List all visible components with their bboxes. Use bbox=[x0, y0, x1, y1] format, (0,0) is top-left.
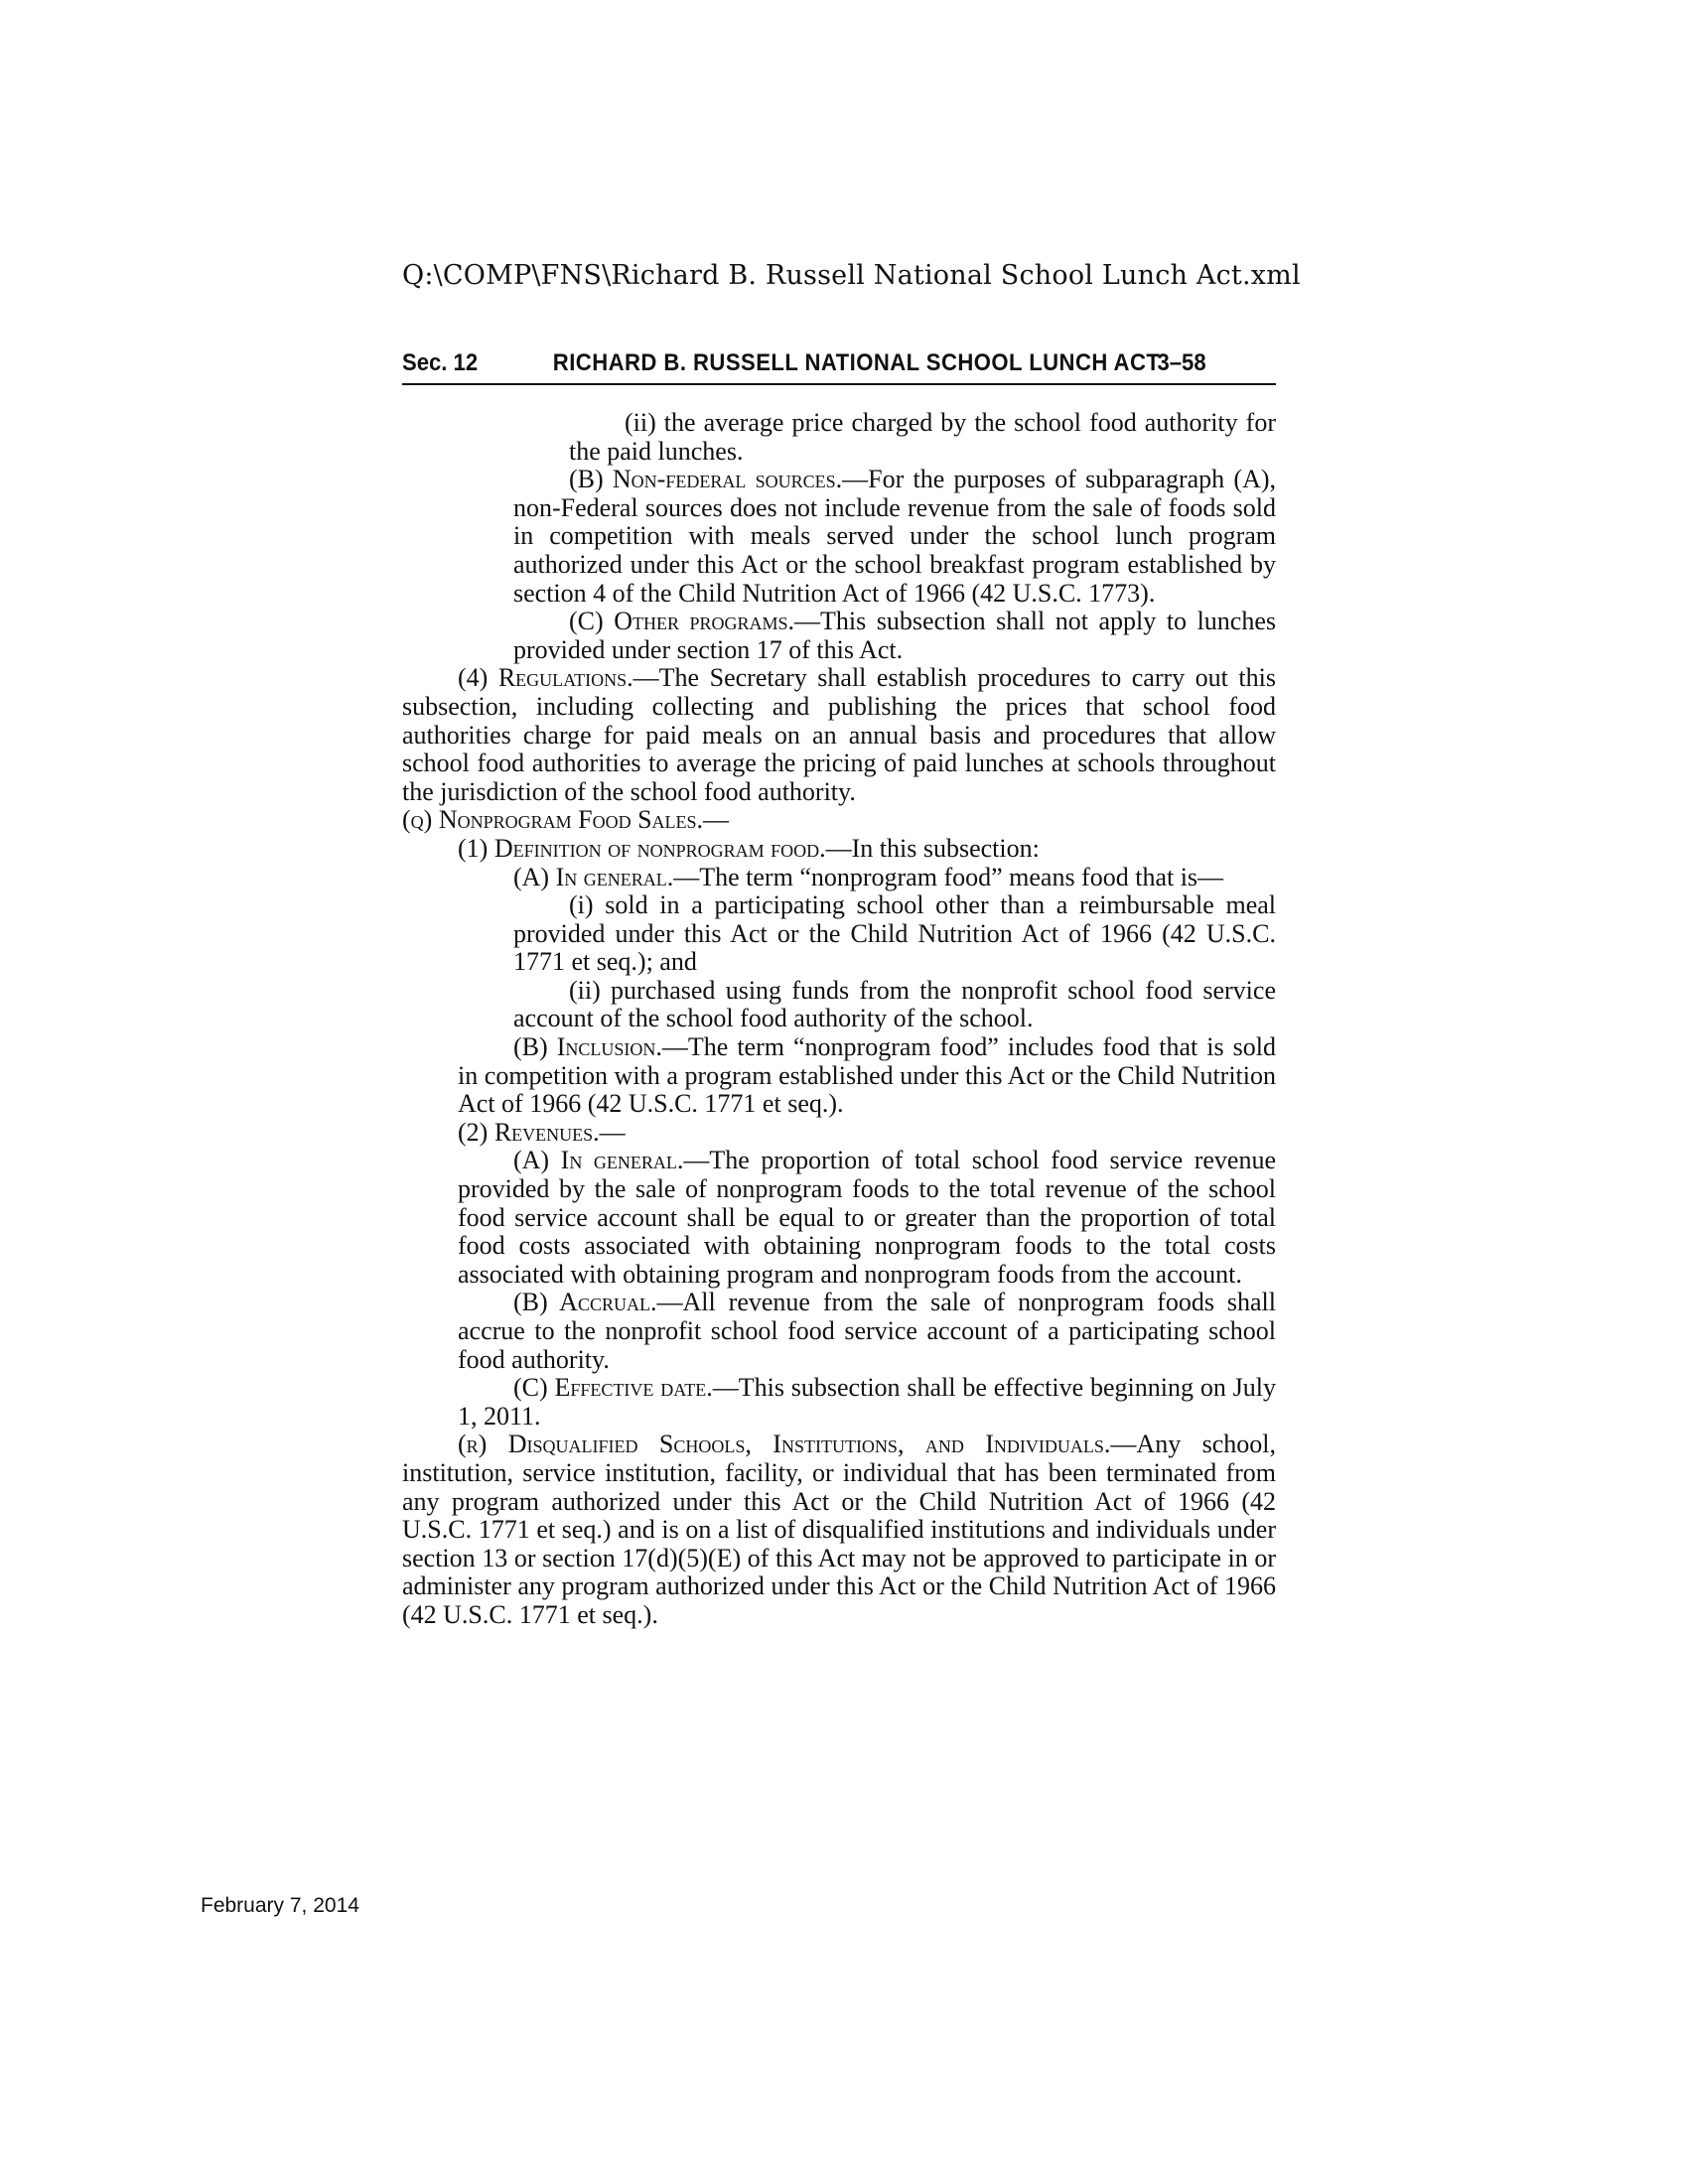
file-path: Q:\COMP\FNS\Richard B. Russell National School Lunch Act.xml bbox=[402, 260, 1301, 291]
running-head bbox=[402, 349, 1206, 385]
subparagraph-c-other-programs: (C) Other programs.—This subsection shall not apply to lunches provided under section 17 of this Act. bbox=[513, 607, 1276, 664]
clause-ii-purchased: (ii) purchased using funds from the nonprofit school food service account of the school food authority of the school. bbox=[513, 975, 1276, 1033]
subsection-q-heading: (q) Nonprogram Food Sales.— bbox=[402, 805, 730, 835]
clause-ii-average-price: (ii) the average price charged by the school food authority for the paid lunches. bbox=[569, 408, 1276, 466]
subparagraph-a-revenue-proportion: (A) In general.—The proportion of total school food service revenue provided by the sale of nonprogram foods to the total revenue of the school food service account shall be equal to or greater than the proportion of total food costs associated with obtaining nonprogram foods to the total costs associated with obtaining program and nonprogram foods from the account. bbox=[458, 1146, 1276, 1289]
statute-body bbox=[402, 409, 1276, 1630]
act-title: RICHARD B. RUSSELL NATIONAL SCHOOL LUNCH ACT bbox=[552, 349, 1161, 376]
subsection-r-disqualified: (r) Disqualified Schools, Institutions, and Individuals.—Any school, institution, service institution, facility, or individual that has been terminated from any program authorized under this Act or the Child Nutrition Act of 1966 (42 U.S.C. 1771 et seq.) and is on a list of disqualified institutions and individuals under section 13 or section 17(d)(5)(E) of this Act may not be approved to participate in or administer any program authorized under this Act or the Child Nutrition Act of 1966 (42 U.S.C. 1771 et seq.). bbox=[402, 1430, 1276, 1629]
clause-i-sold: (i) sold in a participating school other than a reimbursable meal provided under this Act or the Child Nutrition Act of 1966 (42 U.S.C. 1771 et seq.); and bbox=[513, 890, 1276, 977]
subparagraph-a-in-general: (A) In general.—The term “nonprogram food” means food that is— bbox=[513, 862, 1224, 891]
subparagraph-b-inclusion: (B) Inclusion.—The term “nonprogram food” includes food that is sold in competition with a program established under this Act or the Child Nutrition Act of 1966 (42 U.S.C. 1771 et seq.). bbox=[458, 1032, 1276, 1119]
subparagraph-b-non-federal: (B) Non-federal sources.—For the purposes of subparagraph (A), non-Federal sources does not include revenue from the sale of foods sold in competition with meals served under the school lunch program authorized under this Act or the school breakfast program established by section 4 of the Child Nutrition Act of 1966 (42 U.S.C. 1773). bbox=[513, 465, 1276, 608]
header-rule bbox=[402, 383, 1276, 385]
section-label: Sec. 12 bbox=[402, 349, 479, 376]
paragraph-2-revenues: (2) Revenues.— bbox=[458, 1117, 626, 1147]
subparagraph-c-effective-date: (C) Effective date.—This subsection shall be effective beginning on July 1, 2011. bbox=[458, 1373, 1276, 1431]
page-number: 3–58 bbox=[1157, 349, 1206, 376]
paragraph-1-definition: (1) Definition of nonprogram food.—In this subsection: bbox=[458, 833, 1040, 863]
footer-date: February 7, 2014 bbox=[201, 1894, 359, 1917]
subparagraph-b-accrual: (B) Accrual.—All revenue from the sale of nonprogram foods shall accrue to the nonprofit school food service account of a participating school food authority. bbox=[458, 1288, 1276, 1374]
paragraph-4-regulations: (4) Regulations.—The Secretary shall establish procedures to carry out this subsection, including collecting and publishing the prices that school food authorities charge for paid meals on an annual basis and procedures that allow school food authorities to average the pricing of paid lunches at schools throughout the jurisdiction of the school food authority. bbox=[402, 663, 1276, 806]
